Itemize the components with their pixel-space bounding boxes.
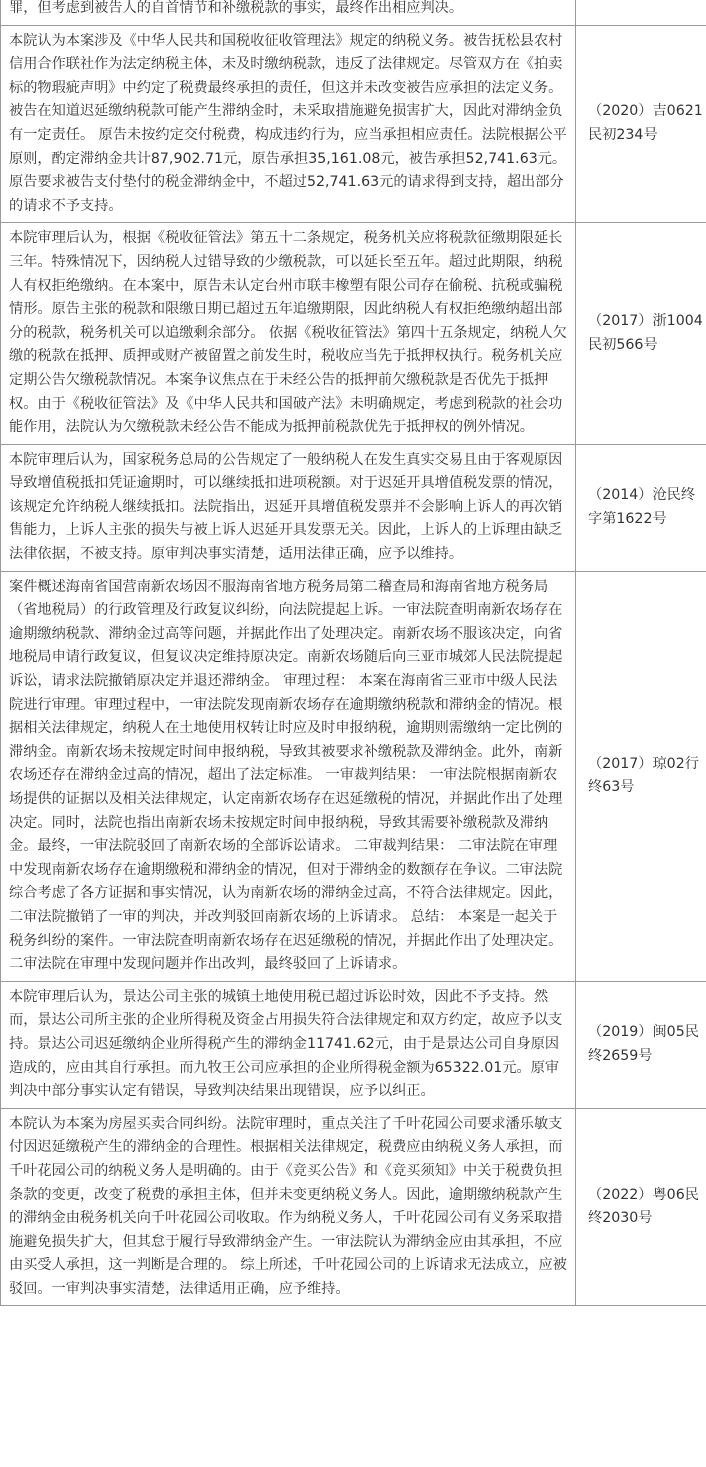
case-number-cell: （2019）闽05民终2659号 bbox=[576, 981, 706, 1108]
case-summary-cell: 本院认为本案为房屋买卖合同纠纷。法院审理时，重点关注了千叶花园公司要求潘乐敏支付因迟延缴税产生的滞纳金的合理性。根据相关法律规定，税费应由纳税义务人承担，而千叶花园公司的纳税义务人是明确的。由于《竞买公告》和《竞买须知》中关于税费负担条款的变更，改变了税费的承担主体，但并未变更纳税义务人。因此，逾期缴纳税款产生的滞纳金由税务机关向千叶花园公司收取。作为纳税义务人，千叶花园公司有义务采取措施避免损失扩大，但其怠于履行导致滞纳金产生。一审法院认为滞纳金应由其承担，不应由买受人承担，这一判断是合理的。 综上所述，千叶花园公司的上诉请求无法成立，应被驳回。一审判决事实清楚，法律适用正确，应予维持。 bbox=[1, 1108, 576, 1306]
table-row bbox=[1, 571, 706, 981]
case-number-cell: （2020）吉0621民初234号 bbox=[576, 25, 706, 223]
table-row bbox=[1, 981, 706, 1108]
case-number-cell: （2014）沧民终字第1622号 bbox=[576, 444, 706, 571]
case-number-cell: （2022）粤06民终2030号 bbox=[576, 1108, 706, 1306]
case-number-cell: （2017）浙1004民初566号 bbox=[576, 223, 706, 444]
table-row bbox=[1, 223, 706, 444]
case-summary-cell: 罪，但考虑到被告人的自首情节和补缴税款的事实，最终作出相应判决。 bbox=[1, 0, 576, 25]
case-summary-cell: 本院审理后认为，根据《税收征管法》第五十二条规定，税务机关应将税款征缴期限延长三年。特殊情况下，因纳税人过错导致的少缴税款，可以延长至五年。超过此期限，纳税人有权拒绝缴纳。在本案中，原告未认定台州市联丰橡塑有限公司存在偷税、抗税或骗税情形。原告主张的税款和限缴日期已超过五年追缴期限，因此纳税人有权拒绝缴纳超出部分的税款，税务机关可以追缴剩余部分。 依据《税收征管法》第四十五条规定，纳税人欠缴的税款在抵押、质押或财产被留置之前发生时，税收应当先于抵押权执行。税务机关应定期公告欠缴税款情况。本案争议焦点在于未经公告的抵押前欠缴税款是否优先于抵押权。由于《税收征管法》及《中华人民共和国破产法》未明确规定，考虑到税款的社会功能作用，法院认为欠缴税款未经公告不能成为抵押前税款优先于抵押权的例外情况。 bbox=[1, 223, 576, 444]
case-number-cell bbox=[576, 0, 706, 25]
table-row bbox=[1, 444, 706, 571]
case-summary-cell: 案件概述海南省国营南新农场因不服海南省地方税务局第二稽查局和海南省地方税务局（省地税局）的行政管理及行政复议纠纷，向法院提起上诉。一审法院查明南新农场存在逾期缴纳税款、滞纳金过高等问题，并据此作出了处理决定。南新农场不服该决定，向省地税局申请行政复议，但复议决定维持原决定。南新农场随后向三亚市城郊人民法院提起诉讼，请求法院撤销原决定并退还滞纳金。 审理过程： 本案在海南省三亚市中级人民法院进行审理。审理过程中，一审法院发现南新农场存在逾期缴纳税款和滞纳金的情况。根据相关法律规定，纳税人在土地使用权转让时应及时申报纳税，逾期则需缴纳一定比例的滞纳金。南新农场未按规定时间申报纳税，导致其被要求补缴税款及滞纳金。此外，南新农场还存在滞纳金过高的情况，超出了法定标准。 一审裁判结果： 一审法院根据南新农场提供的证据以及相关法律规定，认定南新农场存在迟延缴税的情况，并据此作出了处理决定。同时，法院也指出南新农场未按规定时间申报纳税，导致其需要补缴税款及滞纳金。最终，一审法院驳回了南新农场的全部诉讼请求。 二审裁判结果： 二审法院在审理中发现南新农场存在逾期缴税和滞纳金的情况，但对于滞纳金的数额存在争议。二审法院综合考虑了各方证据和事实情况，认为南新农场的滞纳金过高，不符合法律规定。因此，二审法院撤销了一审的判决，并改判驳回南新农场的上诉请求。 总结： 本案是一起关于税务纠纷的案件。一审法院查明南新农场存在迟延缴税的情况，并据此作出了处理决定。二审法院在审理中发现问题并作出改判，最终驳回了上诉请求。 bbox=[1, 571, 576, 981]
case-number-cell: （2017）琼02行终63号 bbox=[576, 571, 706, 981]
table-row bbox=[1, 1108, 706, 1306]
case-summary-cell: 本院认为本案涉及《中华人民共和国税收征收管理法》规定的纳税义务。被告抚松县农村信用合作联社作为法定纳税主体，未及时缴纳税款，违反了法律规定。尽管双方在《拍卖标的物瑕疵声明》中约定了税费最终承担的责任，但这并未改变被告应承担的法定义务。被告在知道迟延缴纳税款可能产生滞纳金时，未采取措施避免损害扩大，因此对滞纳金负有一定责任。 原告未按约定交付税费，构成违约行为，应当承担相应责任。法院根据公平原则，酌定滞纳金共计87,902.71元，原告承担35,161.08元，被告承担52,741.63元。原告要求被告支付垫付的税金滞纳金中，不超过52,741.63元的请求得到支持，超出部分的请求不予支持。 bbox=[1, 25, 576, 223]
case-summary-cell: 本院审理后认为，国家税务总局的公告规定了一般纳税人在发生真实交易且由于客观原因导致增值税抵扣凭证逾期时，可以继续抵扣进项税额。对于迟延开具增值税发票的情况，该规定允许纳税人继续抵扣。法院指出，迟延开具增值税发票并不会影响上诉人的再次销售能力，上诉人主张的损失与被上诉人迟延开具发票无关。因此，上诉人的上诉理由缺乏法律依据，不被支持。原审判决事实清楚，适用法律正确，应予以维持。 bbox=[1, 444, 576, 571]
table-row bbox=[1, 25, 706, 223]
table-row bbox=[1, 0, 706, 25]
case-summary-cell: 本院审理后认为，景达公司主张的城镇土地使用税已超过诉讼时效，因此不予支持。然而，景达公司所主张的企业所得税及资金占用损失符合法律规定和双方约定，故应予以支持。景达公司迟延缴纳企业所得税产生的滞纳金11741.62元，由于是景达公司自身原因造成的，应由其自行承担。而九牧王公司应承担的企业所得税金额为65322.01元。原审判决中部分事实认定有错误，导致判决结果出现错误，应予以纠正。 bbox=[1, 981, 576, 1108]
